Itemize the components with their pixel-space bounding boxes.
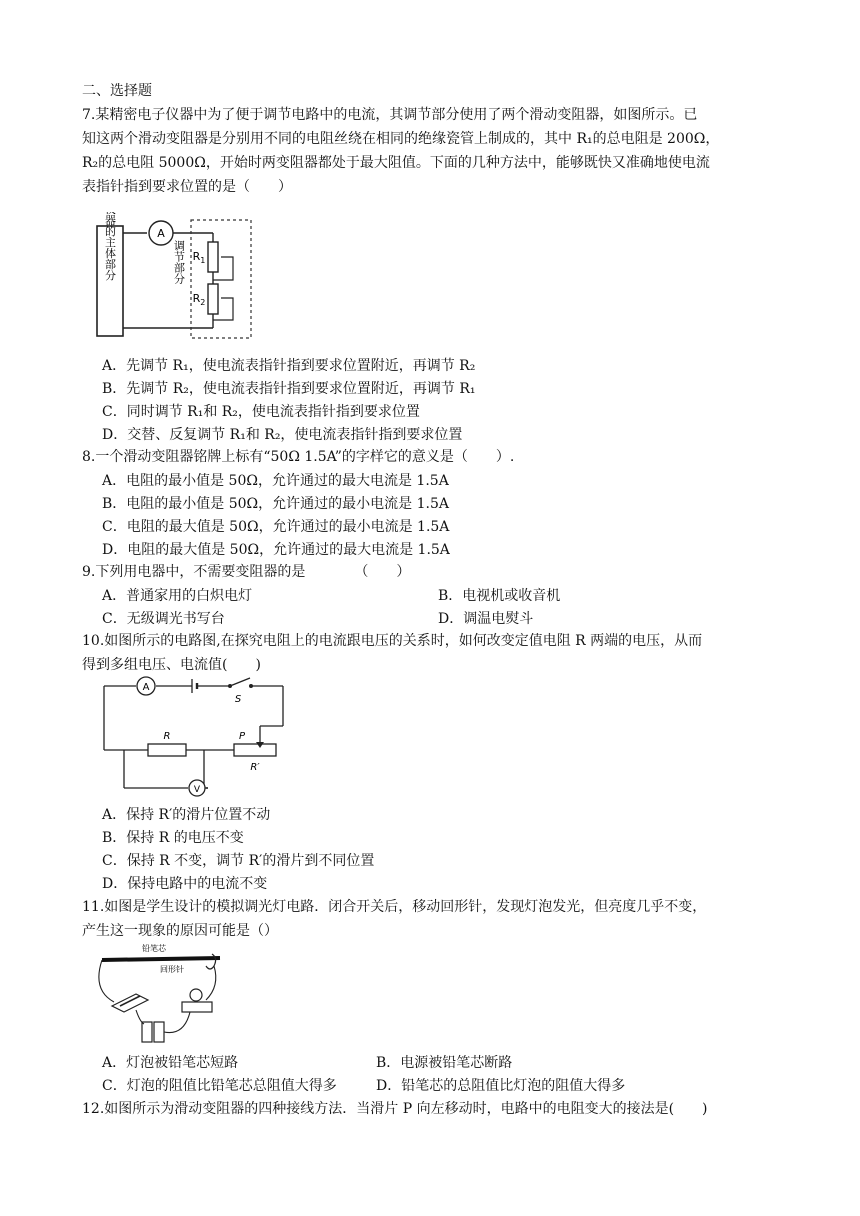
q9-option-d[interactable]: D．调温电熨斗 bbox=[438, 611, 534, 627]
q9-option-c[interactable]: C．无级调光书写台 bbox=[102, 611, 225, 627]
q8-stem: 8.一个滑动变阻器铭牌上标有“50Ω 1.5A”的字样它的意义是（ ）. bbox=[82, 449, 515, 465]
q10-slider-label: P bbox=[238, 731, 246, 742]
q7-line-4: 表指针指到要求位置的是（ ） bbox=[82, 179, 292, 195]
q10-resistor-label: R bbox=[163, 731, 171, 742]
q10-rheostat-label: R′ bbox=[250, 762, 260, 773]
pencil-lead-icon bbox=[102, 958, 220, 960]
rheostat-r1-icon bbox=[208, 242, 218, 272]
q10-option-c[interactable]: C．保持 R 不变，调节 R′的滑片到不同位置 bbox=[102, 853, 375, 869]
q11-line-2: 产生这一现象的原因可能是（） bbox=[82, 923, 278, 939]
q9-option-a[interactable]: A．普通家用的白炽电灯 bbox=[102, 588, 253, 604]
q9-option-b[interactable]: B．电视机或收音机 bbox=[438, 588, 561, 604]
battery-icon bbox=[142, 1022, 152, 1042]
q7-line-1: 7.某精密电子仪器中为了便于调节电路中的电流，其调节部分使用了两个滑动变阻器，如图所示。已 bbox=[82, 107, 698, 123]
section-heading: 二、选择题 bbox=[82, 83, 152, 99]
q7-body-label: 仪器的主体部分 bbox=[103, 212, 117, 281]
q7-option-b[interactable]: B．先调节 R₂，使电流表指针指到要求位置附近，再调节 R₁ bbox=[102, 381, 476, 397]
q10-voltmeter-label: V bbox=[193, 785, 201, 795]
q10-line-1: 10.如图所示的电路图,在探究电阻上的电流跟电压的关系时，如何改变定值电阻 R 两端的电压，从而 bbox=[82, 633, 703, 649]
q10-line-2: 得到多组电压、电流值( ) bbox=[82, 657, 261, 673]
q11-line-1: 11.如图是学生设计的模拟调光灯电路．闭合开关后，移动回形针，发现灯泡发光，但亮度几乎不变， bbox=[82, 899, 707, 915]
q10-option-d[interactable]: D．保持电路中的电流不变 bbox=[102, 876, 268, 892]
q7-ammeter-label: A bbox=[157, 227, 165, 240]
q10-circuit-figure bbox=[100, 676, 290, 798]
q7-option-a[interactable]: A．先调节 R₁，使电流表指针指到要求位置附近，再调节 R₂ bbox=[102, 358, 476, 374]
rheostat-r2-icon bbox=[208, 284, 218, 314]
q7-line-3: R₂的总电阻 5000Ω，开始时两变阻器都处于最大阻值。下面的几种方法中，能够既快又准确地使电流 bbox=[82, 155, 710, 171]
q7-line-2: 知这两个滑动变阻器是分别用不同的电阻丝绕在相同的绝缘瓷管上制成的，其中 R₁的总电阻是 200Ω， bbox=[82, 131, 720, 147]
q12-stem: 12.如图所示为滑动变阻器的四种接线方法．当滑片 P 向左移动时，电路中的电阻变大的接法是( ) bbox=[82, 1101, 708, 1117]
q10-option-a[interactable]: A．保持 R′的滑片位置不动 bbox=[102, 807, 271, 823]
q7-adjust-label: 调节部分 bbox=[172, 240, 186, 284]
q7-r1-sub: 1 bbox=[200, 256, 206, 265]
q7-option-c[interactable]: C．同时调节 R₁和 R₂，使电流表指针指到要求位置 bbox=[102, 404, 420, 420]
q8-option-a[interactable]: A．电阻的最小值是 50Ω，允许通过的最大电流是 1.5A bbox=[102, 473, 449, 489]
switch-icon bbox=[112, 994, 148, 1012]
q8-option-b[interactable]: B．电阻的最小值是 50Ω，允许通过的最小电流是 1.5A bbox=[102, 496, 449, 512]
battery-icon bbox=[154, 1022, 164, 1042]
q8-option-d[interactable]: D．电阻的最大值是 50Ω，允许通过的最大电流是 1.5A bbox=[102, 542, 450, 558]
q11-option-c[interactable]: C．灯泡的阻值比铅笔芯总阻值大得多 bbox=[102, 1078, 337, 1094]
rheostat-icon bbox=[234, 744, 276, 756]
q10-option-b[interactable]: B．保持 R 的电压不变 bbox=[102, 830, 244, 846]
q10-switch-label: S bbox=[234, 694, 242, 705]
q9-stem: 9.下列用电器中，不需要变阻器的是 （ ） bbox=[82, 564, 411, 580]
q11-option-d[interactable]: D．铅笔芯的总阻值比灯泡的阻值大得多 bbox=[376, 1078, 626, 1094]
q7-circuit-figure bbox=[95, 212, 255, 340]
q11-pencil-label: 铅笔芯 bbox=[142, 944, 166, 953]
q7-option-d[interactable]: D．交替、反复调节 R₁和 R₂，使电流表指针指到要求位置 bbox=[102, 427, 463, 443]
q7-r2-sub: 2 bbox=[200, 298, 206, 307]
q10-ammeter-label: A bbox=[142, 682, 150, 693]
bulb-icon bbox=[190, 989, 202, 1001]
svg-text:R2 bbox=[193, 292, 206, 307]
resistor-r-icon bbox=[148, 744, 186, 756]
q11-option-a[interactable]: A．灯泡被铅笔芯短路 bbox=[102, 1055, 239, 1071]
q11-clip-label: 回形针 bbox=[160, 965, 184, 974]
q7-r1-label: R bbox=[192, 250, 201, 263]
svg-text:R1 bbox=[193, 250, 206, 265]
q11-circuit-figure bbox=[96, 940, 236, 1048]
q7-r2-label: R bbox=[192, 292, 201, 305]
q8-option-c[interactable]: C．电阻的最大值是 50Ω，允许通过的最小电流是 1.5A bbox=[102, 519, 450, 535]
lamp-holder-icon bbox=[182, 1002, 212, 1012]
q11-option-b[interactable]: B．电源被铅笔芯断路 bbox=[376, 1055, 513, 1071]
